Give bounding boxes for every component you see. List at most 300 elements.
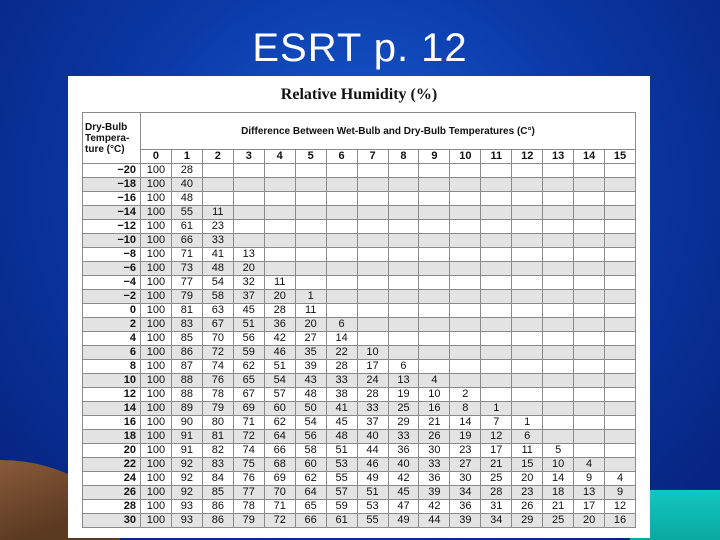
relative-humidity-chart — [68, 76, 650, 538]
humidity-cell: 20 — [264, 290, 295, 304]
humidity-cell: 64 — [264, 430, 295, 444]
humidity-cell: 46 — [357, 458, 388, 472]
humidity-cell: 32 — [233, 276, 264, 290]
humidity-cell — [605, 318, 636, 332]
table-row — [83, 360, 636, 374]
table-row — [83, 346, 636, 360]
humidity-cell: 42 — [388, 472, 419, 486]
humidity-cell — [543, 262, 574, 276]
humidity-cell — [481, 374, 512, 388]
humidity-cell — [388, 164, 419, 178]
difference-1: 1 — [171, 150, 202, 164]
humidity-cell — [326, 304, 357, 318]
humidity-cell: 100 — [141, 234, 172, 248]
humidity-cell: 17 — [357, 360, 388, 374]
humidity-cell — [388, 220, 419, 234]
humidity-cell — [264, 262, 295, 276]
humidity-cell: 100 — [141, 290, 172, 304]
humidity-cell — [450, 304, 481, 318]
humidity-cell: 45 — [388, 486, 419, 500]
humidity-cell — [419, 360, 450, 374]
humidity-cell — [357, 192, 388, 206]
humidity-cell: 93 — [171, 500, 202, 514]
humidity-cell — [481, 206, 512, 220]
humidity-cell: 70 — [202, 332, 233, 346]
humidity-cell — [574, 234, 605, 248]
humidity-cell: 92 — [171, 486, 202, 500]
table-row — [83, 206, 636, 220]
humidity-cell — [357, 220, 388, 234]
humidity-cell — [233, 234, 264, 248]
humidity-cell: 25 — [543, 514, 574, 528]
humidity-cell — [512, 360, 543, 374]
humidity-cell: 89 — [171, 402, 202, 416]
humidity-cell: 61 — [326, 514, 357, 528]
humidity-cell: 33 — [419, 458, 450, 472]
humidity-cell: 36 — [419, 472, 450, 486]
humidity-cell: 51 — [357, 486, 388, 500]
table-row — [83, 220, 636, 234]
humidity-cell: 47 — [388, 500, 419, 514]
humidity-cell: 49 — [388, 514, 419, 528]
humidity-cell — [357, 164, 388, 178]
table-row — [83, 430, 636, 444]
humidity-cell: 7 — [481, 416, 512, 430]
humidity-cell — [419, 346, 450, 360]
humidity-cell — [202, 164, 233, 178]
dry-bulb-temp-cell: −4 — [83, 276, 141, 290]
humidity-cell: 10 — [419, 388, 450, 402]
humidity-cell: 36 — [450, 500, 481, 514]
dry-bulb-temp-cell: 26 — [83, 486, 141, 500]
humidity-cell: 88 — [171, 388, 202, 402]
humidity-cell — [264, 164, 295, 178]
table-row — [83, 332, 636, 346]
humidity-cell — [605, 164, 636, 178]
humidity-cell: 67 — [202, 318, 233, 332]
humidity-cell: 10 — [543, 458, 574, 472]
difference-2: 2 — [202, 150, 233, 164]
humidity-cell — [357, 332, 388, 346]
humidity-cell — [574, 346, 605, 360]
table-row — [83, 192, 636, 206]
humidity-cell — [233, 164, 264, 178]
humidity-cell: 53 — [357, 500, 388, 514]
humidity-cell: 74 — [202, 360, 233, 374]
humidity-cell — [264, 206, 295, 220]
humidity-cell — [605, 374, 636, 388]
humidity-cell: 75 — [233, 458, 264, 472]
humidity-cell: 55 — [326, 472, 357, 486]
humidity-cell — [357, 262, 388, 276]
humidity-cell — [419, 192, 450, 206]
humidity-cell — [574, 276, 605, 290]
humidity-cell: 39 — [419, 486, 450, 500]
humidity-cell — [326, 234, 357, 248]
humidity-cell: 1 — [512, 416, 543, 430]
humidity-cell — [512, 374, 543, 388]
humidity-cell — [326, 164, 357, 178]
humidity-cell: 39 — [295, 360, 326, 374]
humidity-cell — [543, 234, 574, 248]
humidity-cell — [295, 248, 326, 262]
difference-values-row — [83, 150, 636, 164]
humidity-cell — [543, 206, 574, 220]
humidity-cell — [543, 332, 574, 346]
humidity-cell — [605, 220, 636, 234]
table-row — [83, 248, 636, 262]
humidity-cell: 12 — [605, 500, 636, 514]
humidity-cell: 100 — [141, 192, 172, 206]
humidity-cell — [326, 220, 357, 234]
humidity-cell — [543, 304, 574, 318]
humidity-cell — [543, 360, 574, 374]
humidity-cell: 40 — [388, 458, 419, 472]
humidity-cell — [450, 178, 481, 192]
humidity-cell: 91 — [171, 430, 202, 444]
humidity-cell: 6 — [388, 360, 419, 374]
humidity-cell: 69 — [264, 472, 295, 486]
humidity-cell: 48 — [326, 430, 357, 444]
humidity-cell — [481, 276, 512, 290]
humidity-cell: 43 — [295, 374, 326, 388]
humidity-cell: 11 — [202, 206, 233, 220]
humidity-cell: 19 — [450, 430, 481, 444]
humidity-cell: 83 — [202, 458, 233, 472]
difference-8: 8 — [388, 150, 419, 164]
humidity-cell — [605, 346, 636, 360]
dry-bulb-temp-cell: −8 — [83, 248, 141, 262]
humidity-cell — [543, 276, 574, 290]
humidity-cell — [419, 234, 450, 248]
difference-header: Difference Between Wet-Bulb and Dry-Bulb Temperatures (C°) — [141, 113, 636, 150]
humidity-cell: 92 — [171, 472, 202, 486]
humidity-cell — [512, 290, 543, 304]
humidity-cell — [543, 402, 574, 416]
humidity-cell — [388, 248, 419, 262]
humidity-cell — [233, 178, 264, 192]
humidity-cell: 79 — [171, 290, 202, 304]
humidity-cell: 86 — [202, 500, 233, 514]
humidity-cell: 20 — [233, 262, 264, 276]
humidity-cell — [481, 290, 512, 304]
humidity-cell: 33 — [202, 234, 233, 248]
humidity-cell: 84 — [202, 472, 233, 486]
humidity-cell — [543, 388, 574, 402]
dry-bulb-temp-cell: 20 — [83, 444, 141, 458]
humidity-cell: 85 — [171, 332, 202, 346]
humidity-cell: 51 — [264, 360, 295, 374]
humidity-cell: 28 — [357, 388, 388, 402]
table-row — [83, 486, 636, 500]
humidity-cell — [574, 416, 605, 430]
humidity-cell — [574, 444, 605, 458]
table-row — [83, 304, 636, 318]
humidity-cell: 37 — [233, 290, 264, 304]
humidity-cell — [388, 206, 419, 220]
dry-bulb-temp-cell: 14 — [83, 402, 141, 416]
table-row — [83, 164, 636, 178]
dry-bulb-temp-cell: 12 — [83, 388, 141, 402]
humidity-cell — [574, 318, 605, 332]
humidity-cell: 45 — [233, 304, 264, 318]
humidity-cell: 34 — [450, 486, 481, 500]
humidity-cell — [512, 346, 543, 360]
humidity-cell: 29 — [512, 514, 543, 528]
humidity-cell — [574, 192, 605, 206]
humidity-cell — [326, 248, 357, 262]
humidity-cell — [574, 164, 605, 178]
humidity-cell: 30 — [450, 472, 481, 486]
table-row — [83, 402, 636, 416]
humidity-cell: 51 — [326, 444, 357, 458]
humidity-cell — [388, 276, 419, 290]
humidity-cell: 23 — [202, 220, 233, 234]
dry-bulb-temp-cell: −12 — [83, 220, 141, 234]
humidity-cell: 100 — [141, 276, 172, 290]
humidity-cell: 25 — [481, 472, 512, 486]
table-row — [83, 444, 636, 458]
humidity-cell: 100 — [141, 360, 172, 374]
humidity-cell: 14 — [543, 472, 574, 486]
humidity-cell: 48 — [171, 192, 202, 206]
humidity-cell: 62 — [233, 360, 264, 374]
humidity-cell — [326, 276, 357, 290]
humidity-cell — [512, 318, 543, 332]
humidity-cell: 54 — [295, 416, 326, 430]
humidity-cell — [574, 360, 605, 374]
humidity-cell — [419, 332, 450, 346]
humidity-cell — [450, 276, 481, 290]
humidity-cell — [326, 262, 357, 276]
humidity-cell: 60 — [295, 458, 326, 472]
humidity-cell: 12 — [481, 430, 512, 444]
humidity-cell: 40 — [171, 178, 202, 192]
difference-7: 7 — [357, 150, 388, 164]
humidity-cell — [605, 248, 636, 262]
humidity-cell — [450, 234, 481, 248]
humidity-cell: 8 — [450, 402, 481, 416]
humidity-cell: 44 — [419, 514, 450, 528]
humidity-cell: 78 — [202, 388, 233, 402]
humidity-cell: 42 — [264, 332, 295, 346]
humidity-cell: 91 — [171, 444, 202, 458]
difference-15: 15 — [605, 150, 636, 164]
humidity-cell: 51 — [233, 318, 264, 332]
table-row — [83, 374, 636, 388]
dry-bulb-temp-cell: −16 — [83, 192, 141, 206]
humidity-cell — [512, 178, 543, 192]
humidity-cell — [512, 234, 543, 248]
humidity-cell: 76 — [202, 374, 233, 388]
humidity-cell: 11 — [295, 304, 326, 318]
humidity-cell: 67 — [233, 388, 264, 402]
humidity-cell — [574, 178, 605, 192]
humidity-cell: 35 — [295, 346, 326, 360]
humidity-cell — [543, 346, 574, 360]
humidity-cell — [574, 332, 605, 346]
humidity-cell — [605, 262, 636, 276]
humidity-cell — [419, 262, 450, 276]
humidity-cell: 34 — [481, 514, 512, 528]
difference-0: 0 — [141, 150, 172, 164]
dry-bulb-temp-cell: 22 — [83, 458, 141, 472]
humidity-cell: 33 — [357, 402, 388, 416]
humidity-cell: 14 — [450, 416, 481, 430]
humidity-cell — [388, 192, 419, 206]
humidity-cell: 33 — [326, 374, 357, 388]
humidity-cell: 72 — [233, 430, 264, 444]
humidity-cell — [543, 374, 574, 388]
humidity-cell: 69 — [233, 402, 264, 416]
humidity-cell — [481, 332, 512, 346]
humidity-cell: 88 — [171, 374, 202, 388]
dry-bulb-temp-cell: 4 — [83, 332, 141, 346]
humidity-cell — [512, 276, 543, 290]
humidity-cell: 57 — [326, 486, 357, 500]
humidity-cell — [481, 178, 512, 192]
humidity-cell: 71 — [171, 248, 202, 262]
humidity-cell: 86 — [171, 346, 202, 360]
humidity-cell: 78 — [233, 500, 264, 514]
humidity-cell — [388, 290, 419, 304]
humidity-cell: 1 — [295, 290, 326, 304]
humidity-cell — [264, 192, 295, 206]
humidity-cell — [357, 206, 388, 220]
dry-bulb-header: Dry-Bulb Tempera-ture (°C) — [83, 113, 141, 164]
humidity-cell — [543, 248, 574, 262]
humidity-cell — [357, 318, 388, 332]
humidity-cell: 16 — [419, 402, 450, 416]
humidity-cell — [388, 318, 419, 332]
humidity-cell: 58 — [202, 290, 233, 304]
humidity-cell: 87 — [171, 360, 202, 374]
dry-bulb-temp-cell: 30 — [83, 514, 141, 528]
humidity-cell: 83 — [171, 318, 202, 332]
humidity-cell: 93 — [171, 514, 202, 528]
dry-bulb-temp-cell: −14 — [83, 206, 141, 220]
humidity-cell — [481, 360, 512, 374]
difference-4: 4 — [264, 150, 295, 164]
humidity-cell: 45 — [326, 416, 357, 430]
table-row — [83, 514, 636, 528]
humidity-cell — [574, 262, 605, 276]
humidity-cell — [543, 192, 574, 206]
humidity-cell — [202, 192, 233, 206]
humidity-cell — [543, 178, 574, 192]
humidity-cell — [450, 290, 481, 304]
humidity-cell: 19 — [388, 388, 419, 402]
humidity-cell — [264, 248, 295, 262]
humidity-cell: 29 — [388, 416, 419, 430]
humidity-cell: 100 — [141, 500, 172, 514]
table-row — [83, 500, 636, 514]
dry-bulb-temp-cell: −10 — [83, 234, 141, 248]
humidity-cell: 14 — [326, 332, 357, 346]
humidity-cell: 21 — [481, 458, 512, 472]
humidity-cell: 50 — [295, 402, 326, 416]
humidity-cell: 85 — [202, 486, 233, 500]
humidity-cell — [481, 318, 512, 332]
humidity-cell — [574, 374, 605, 388]
humidity-cell: 79 — [233, 514, 264, 528]
humidity-cell: 81 — [171, 304, 202, 318]
humidity-cell: 100 — [141, 332, 172, 346]
humidity-cell: 100 — [141, 458, 172, 472]
humidity-cell: 27 — [295, 332, 326, 346]
humidity-cell — [574, 402, 605, 416]
difference-6: 6 — [326, 150, 357, 164]
humidity-cell — [295, 262, 326, 276]
humidity-cell: 20 — [295, 318, 326, 332]
dry-bulb-temp-cell: 10 — [83, 374, 141, 388]
humidity-cell — [388, 346, 419, 360]
humidity-cell: 10 — [357, 346, 388, 360]
humidity-cell: 63 — [202, 304, 233, 318]
humidity-cell — [419, 206, 450, 220]
dry-bulb-temp-cell: 0 — [83, 304, 141, 318]
humidity-cell — [233, 192, 264, 206]
humidity-cell: 58 — [295, 444, 326, 458]
difference-9: 9 — [419, 150, 450, 164]
humidity-cell: 100 — [141, 472, 172, 486]
humidity-cell — [512, 304, 543, 318]
humidity-cell: 28 — [264, 304, 295, 318]
difference-11: 11 — [481, 150, 512, 164]
humidity-cell: 42 — [419, 500, 450, 514]
dry-bulb-temp-cell: 6 — [83, 346, 141, 360]
header-row-1 — [83, 113, 636, 150]
humidity-cell: 90 — [171, 416, 202, 430]
humidity-cell: 2 — [450, 388, 481, 402]
humidity-cell — [605, 192, 636, 206]
humidity-cell — [605, 276, 636, 290]
humidity-cell: 9 — [574, 472, 605, 486]
humidity-cell: 77 — [171, 276, 202, 290]
humidity-cell: 26 — [419, 430, 450, 444]
humidity-cell — [605, 388, 636, 402]
dry-bulb-temp-cell: 28 — [83, 500, 141, 514]
table-title: Relative Humidity (%) — [280, 86, 438, 103]
dry-bulb-temp-cell: 8 — [83, 360, 141, 374]
humidity-cell — [419, 290, 450, 304]
humidity-cell: 37 — [357, 416, 388, 430]
humidity-cell: 65 — [295, 500, 326, 514]
humidity-cell: 23 — [450, 444, 481, 458]
humidity-cell: 56 — [295, 430, 326, 444]
humidity-cell: 65 — [233, 374, 264, 388]
humidity-cell: 55 — [357, 514, 388, 528]
humidity-cell — [295, 276, 326, 290]
humidity-cell: 13 — [233, 248, 264, 262]
humidity-cell — [450, 360, 481, 374]
dry-bulb-temp-cell: 16 — [83, 416, 141, 430]
humidity-cell: 4 — [605, 472, 636, 486]
humidity-cell: 73 — [171, 262, 202, 276]
humidity-cell — [605, 290, 636, 304]
humidity-cell — [512, 248, 543, 262]
humidity-cell — [388, 332, 419, 346]
humidity-cell: 17 — [481, 444, 512, 458]
humidity-cell: 4 — [419, 374, 450, 388]
humidity-cell — [450, 192, 481, 206]
difference-14: 14 — [574, 150, 605, 164]
humidity-cell — [326, 178, 357, 192]
humidity-cell: 20 — [512, 472, 543, 486]
humidity-cell: 66 — [264, 444, 295, 458]
humidity-cell: 54 — [202, 276, 233, 290]
humidity-cell: 62 — [264, 416, 295, 430]
